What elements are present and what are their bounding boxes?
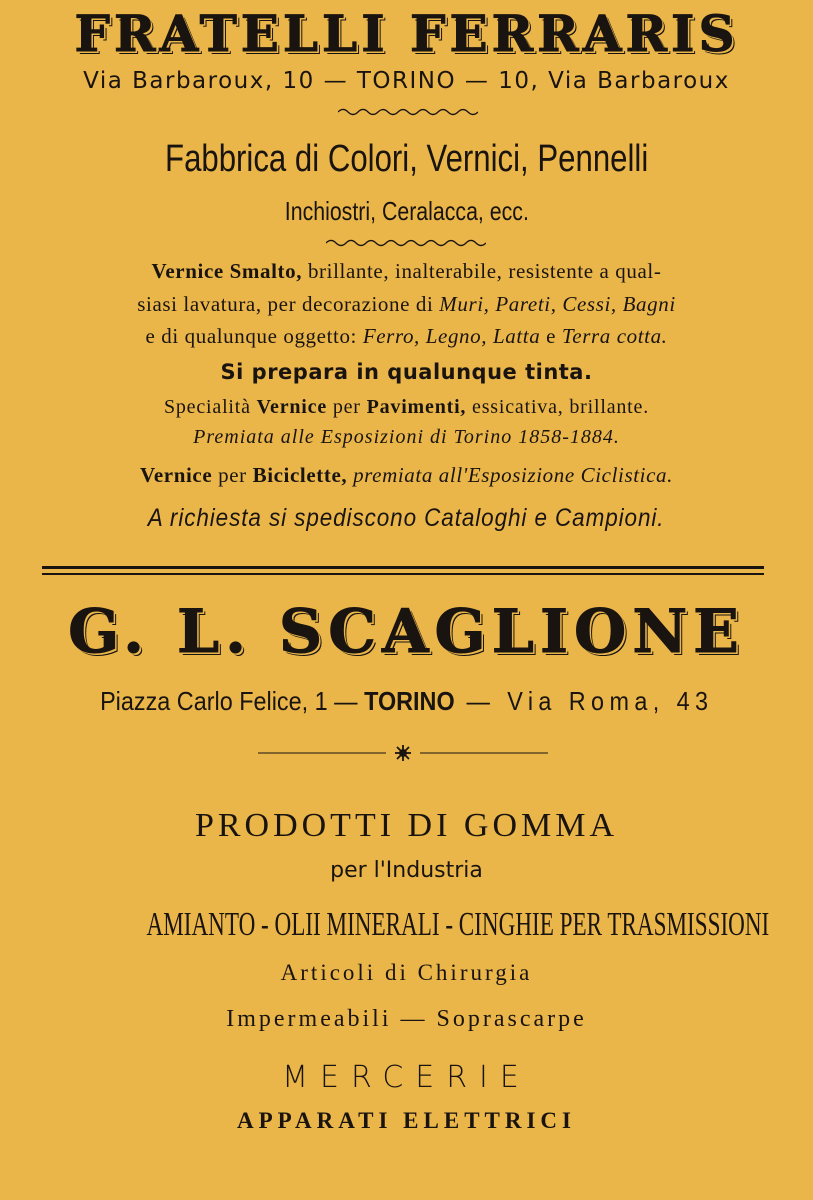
ad1-specialita	[0, 396, 813, 419]
p2-text: siasi lavatura, per decorazione di	[137, 292, 440, 316]
ad2-line-4: MERCERIE	[282, 1060, 531, 1095]
p1-text: brillante, inalterabile, resistente a qual-	[302, 259, 662, 283]
ad1-cataloghi	[0, 504, 813, 533]
spec-text: Specialità	[163, 396, 257, 418]
ad1-paragraph-line-3	[0, 324, 813, 349]
ad2-line-2: Articoli di Chirurgia	[280, 960, 533, 985]
ad2-title: G. L. SCAGLIONE	[68, 597, 745, 667]
bici-bold-2: Biciclette,	[252, 463, 348, 487]
p3-italic: Ferro, Legno, Latta	[362, 324, 541, 348]
p3-text-2: e	[540, 324, 562, 348]
spec-text-3: essicativa, brillante.	[466, 396, 650, 418]
ad2-subheading: per l'Industria	[330, 858, 483, 883]
addr-right: — Via Roma, 43	[454, 686, 714, 716]
bici-text: per	[212, 463, 253, 487]
ad1-biciclette	[0, 463, 813, 488]
p2-italic: Muri, Pareti, Cessi, Bagni	[439, 292, 676, 316]
ad2-address	[0, 686, 813, 717]
spec-bold-2: Pavimenti,	[366, 396, 467, 418]
ad1-subheading: Inchiostri, Ceralacca, ecc.	[284, 196, 529, 226]
addr-left: Piazza Carlo Felice, 1 —	[99, 686, 364, 716]
addr-city: TORINO	[363, 686, 455, 716]
ad2-line-3: Impermeabili — Soprascarpe	[226, 1006, 587, 1032]
ad1-heading: Fabbrica di Colori, Vernici, Pennelli	[164, 138, 649, 180]
p3-italic-2: Terra cotta.	[561, 324, 668, 348]
ad1-paragraph-line-2	[0, 292, 813, 317]
wavy-divider-2	[326, 238, 486, 248]
ad2-heading: PRODOTTI DI GOMMA	[194, 807, 619, 844]
separator-rule-top	[42, 566, 764, 569]
wavy-divider-1	[338, 107, 478, 117]
star-divider	[258, 742, 548, 764]
ad1-address: Via Barbaroux, 10 — TORINO — 10, Via Barbaroux	[83, 68, 730, 94]
ad2-line-5: APPARATI ELETTRICI	[237, 1108, 576, 1133]
separator-rule-bottom	[42, 573, 764, 575]
cataloghi-text: A richiesta si spediscono Cataloghi e Campioni.	[148, 504, 665, 532]
vernice-smalto-label: Vernice Smalto,	[151, 259, 303, 283]
bici-bold: Vernice	[140, 463, 213, 487]
spec-text-2: per	[327, 396, 367, 418]
ad1-paragraph-line-1	[0, 259, 813, 284]
line1-text: AMIANTO - OLII MINERALI - CINGHIE PER TRASMISSIONI	[146, 906, 770, 943]
spec-bold: Vernice	[256, 396, 328, 418]
ad2-line-1	[0, 904, 813, 944]
bici-italic: premiata all'Esposizione Ciclistica.	[347, 463, 673, 487]
ad1-title: FRATELLI FERRARIS	[74, 4, 739, 63]
p3-text: e di qualunque oggetto:	[145, 324, 363, 348]
ad1-tinta: Si prepara in qualunque tinta.	[220, 360, 593, 384]
ad1-premiata: Premiata alle Esposizioni di Torino 1858-1884.	[193, 426, 620, 448]
